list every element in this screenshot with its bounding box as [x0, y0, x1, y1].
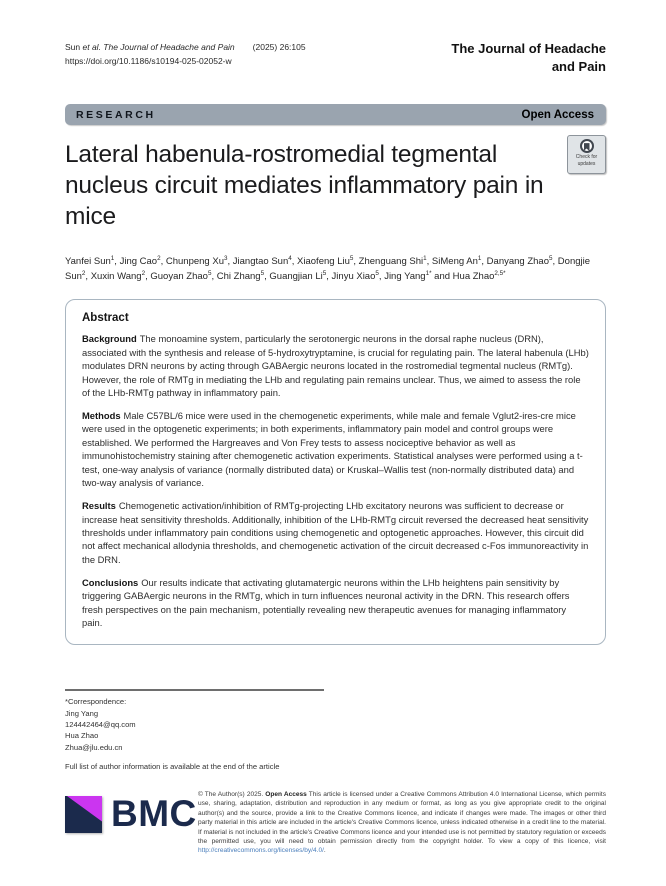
abstract-conclusions-label: Conclusions — [82, 576, 139, 588]
check-for-updates-badge[interactable] — [567, 135, 606, 174]
author: Jing Yang$^{1*}$ — [384, 270, 432, 283]
abstract-conclusions-text: Our results indicate that activating glutamatergic neurons within the LHb heightens pain sensitivity by triggering GABAergic neurons in the RMTg, which in turn influences neuronal activity in the DRN. This research offers fresh perspectives on the pain mechanism, potentially revealing new therapeutic avenues for managing inflammatory pain. — [82, 576, 570, 629]
author: Jinyu Xiao$^5$ — [331, 270, 379, 283]
author: Hua Zhao$^{2,5*}$ — [452, 270, 506, 283]
author: Guangjian Li$^5$ — [269, 270, 327, 283]
author: Chunpeng Xu$^3$ — [165, 254, 228, 267]
author: Chi Zhang$^5$ — [216, 270, 265, 283]
citation-journal: et al. The Journal of Headache and Pain — [82, 42, 235, 52]
author: Yanfei Sun$^1$ — [65, 254, 115, 267]
abstract-background-text: The monoamine system, particularly the serotonergic neurons in the dorsal raphe nucleus (DRN), associated with the synthesis and release of 5-hydroxytryptamine, is crucial for regulating pain. The lateral habenula (LHb) modulates DRN neurons by acting through GABAergic neurons located in the rostromedial tegmental nucleus (RMTg). However, the role of RMTg in mediating the LHb and regulating pain remains unclear. Thus, we aimed to assess the role of the LHb-RMTg pathway in inflammatory pain. — [82, 333, 589, 399]
check-for-updates-text — [576, 154, 597, 167]
abstract-methods-text: Male C57BL/6 mice were used in the chemogenetic experiments, while male and female Vglut2-ires-cre mice were used in the optogenetic experiments; in both experiments, inflammatory pain model and control groups were established. We performed the Hargreaves and Von Frey tests to assess nociceptive behavior as well as immunohistochemistry staining after chemogenetic activation experiments. Statistical analyses were performed using a t-test, one-way analysis of variance (normally distributed data) or Kruskal–Wallis test (non-normally distributed data) and two-way analysis of variance. — [82, 410, 583, 489]
journal-name-line2: and Pain — [551, 58, 606, 74]
abstract-methods-label: Methods — [82, 410, 121, 422]
correspondence-email-1[interactable]: 124442464@qq.com — [65, 719, 136, 729]
author: Guoyan Zhao$^5$ — [150, 270, 212, 283]
abstract-results-text: Chemogenetic activation/inhibition of RMTg-projecting LHb excitatory neurons was sufficient to decrease or increase heat sensitivity thresholds. Additionally, inhibition of the LHb-RMTg circuit reversed the decreased heat sensitivity thresholds under inflammatory pain conditions using chemogenetic and optogenetic approaches. However, this circuit did not affect mechanical allodynia thresholds, and chemogenetic activation of the circuit decreased c-Fos immunoreactivity in the DRN. — [82, 500, 589, 565]
abstract-conclusions — [82, 576, 589, 630]
bmc-logo-triangle — [65, 796, 102, 833]
author: Xuxin Wang$^2$ — [90, 270, 146, 283]
license-body: This article is licensed under a Creative Commons Attribution 4.0 International License, which permits use, sharing, adaptation, distribution and reproduction in any medium or format, as long as you give appropriate credit to the original author(s) and the source, provide a link to the Creative Commons licence, and indicate if changes were made. The images or other third party material in this article are included in the article's Creative Commons licence, unless indicated otherwise in a credit line to the material. If material is not included in the article's Creative Commons licence and your intended use is not permitted by statutory regulation or exceeds the permitted use, you will need to obtain permission directly from the copyright holder. To view a copy of this licence, visit — [198, 791, 606, 845]
abstract-methods — [82, 409, 589, 490]
abstract-results-label: Results — [82, 500, 116, 512]
page-header — [65, 40, 606, 75]
author: Dongjie Sun$^2$ — [65, 255, 591, 283]
license-text — [198, 790, 606, 856]
abstract-results — [82, 499, 589, 566]
bookmark-icon — [584, 143, 590, 151]
journal-name — [451, 40, 606, 75]
correspondence-divider — [65, 689, 324, 691]
article-type-banner — [65, 104, 606, 125]
correspondence-label: *Correspondence: — [65, 697, 127, 707]
correspondence-email-2[interactable]: Zhua@jlu.edu.cn — [65, 742, 123, 752]
author-list: Yanfei Sun$^1$, Jing Cao$^2$, Chunpeng Xu$^3$, Jiangtao Sun$^4$, Xiaofeng Liu$^5$, Zhenguang Shi$^1$, SiMeng An$^1$, Danyang Zhao$^5$, Dongjie Sun$^2$, Xuxin Wang$^2$, Guoyan Zhao$^5$, Chi Zhang$^5$, Guangjian Li$^5$, Jinyu Xiao$^5$, Jing Yang$^{1*}$ and Hua Zhao$^{2,5*}$ — [65, 254, 591, 283]
abstract-background-label: Background — [82, 333, 137, 345]
author-info-note: Full list of author information is available at the end of the article — [65, 762, 280, 772]
doi-link[interactable]: https://doi.org/10.1186/s10194-025-02052-w — [65, 56, 232, 67]
page-footer — [65, 790, 606, 856]
license-prefix: © The Author(s) 2025. — [198, 791, 266, 799]
author: Jing Cao$^2$ — [119, 254, 161, 267]
journal-name-line1: The Journal of Headache — [451, 41, 606, 56]
author: Zhenguang Shi$^1$ — [358, 254, 427, 267]
article-type-label: RESEARCH — [76, 108, 156, 121]
author: SiMeng An$^1$ — [431, 254, 482, 267]
abstract-heading: Abstract — [82, 312, 129, 325]
open-access-label: Open Access — [521, 108, 594, 121]
article-title: Lateral habenula-rostromedial tegmental nucleus circuit mediates inflammatory pain in mice — [65, 141, 544, 230]
correspondence-name-2: Hua Zhao — [65, 731, 99, 741]
author: Jiangtao Sun$^4$ — [232, 254, 292, 267]
correspondence-name-1: Jing Yang — [65, 708, 99, 718]
bmc-logo — [65, 793, 198, 835]
license-end: . — [323, 847, 326, 855]
citation-block — [65, 40, 306, 68]
badge-line1: Check for — [575, 154, 598, 161]
license-link[interactable]: http://creativecommons.org/licenses/by/4.0/ — [198, 847, 324, 855]
crossmark-icon — [580, 139, 594, 153]
bmc-logo-text: BMC — [111, 793, 197, 835]
bmc-logo-icon — [65, 796, 102, 833]
citation-volume: (2025) 26:105 — [252, 42, 306, 52]
citation-author: Sun — [65, 42, 83, 52]
abstract-section — [65, 299, 606, 645]
abstract-background — [82, 332, 589, 399]
title-row — [65, 140, 606, 233]
badge-line2: updates — [577, 160, 596, 167]
author: Danyang Zhao$^5$ — [486, 254, 553, 267]
correspondence-block — [65, 696, 606, 753]
license-open-access: Open Access — [265, 791, 307, 799]
author: Xiaofeng Liu$^5$ — [297, 254, 354, 267]
citation-line — [65, 40, 306, 54]
